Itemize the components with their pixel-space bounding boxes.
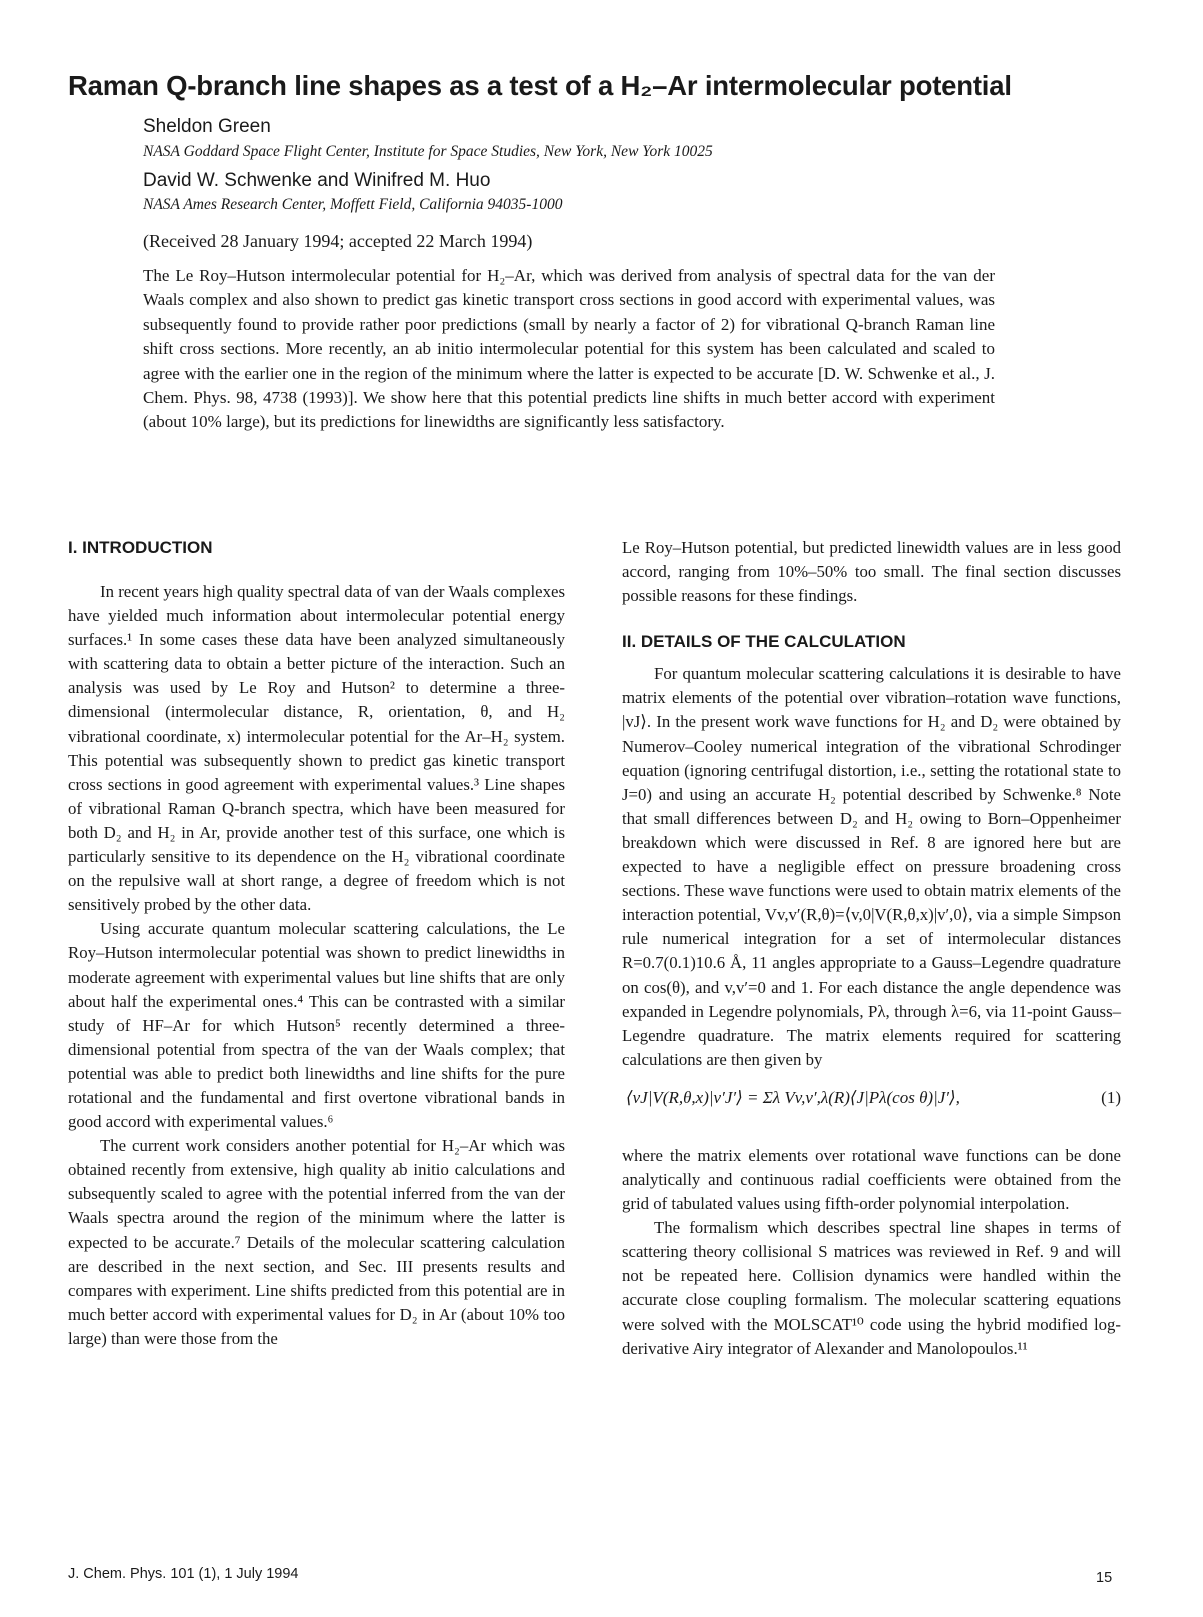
paper-title: Raman Q-branch line shapes as a test of a H₂–Ar intermolecular potential bbox=[68, 70, 1012, 101]
details-paragraph-1: For quantum molecular scattering calculations it is desirable to have matrix elements of the potential over vibration–rotation wave functions, |vJ⟩. In the present work wave functions for H₂ and D₂ were obtained by Numerov–Cooley numerical integration of the vibrational Schrodinger equation (ignoring centrifugal distortion, i.e., setting the rotational state to J=0) and using an accurate H₂ potential described by Schwenke.⁸ Note that small differences between D₂ and H₂ owing to Born–Oppenheimer breakdown which were discussed in Ref. 8 are ignored here but are expected to have a negligible effect on pressure broadening cross sections. These wave functions were used to obtain matrix elements of the interaction potential, Vv,v′(R,θ)=⟨v,0|V(R,θ,x)|v′,0⟩, via a simple Simpson rule numerical integration for a set of intermolecular distances R=0.7(0.1)10.6 Å, 11 angles appropriate to a Gauss–Legendre quadrature on cos(θ), and v,v′=0 and 1. For each distance the angle dependence was expanded in Legendre polynomials, Pλ, through λ=6, via 11-point Gauss–Legendre quadrature. The matrix elements required for scattering calculations are then given by bbox=[622, 664, 1121, 1069]
intro-paragraph-1: In recent years high quality spectral data of van der Waals complexes have yielded much information about intermolecular potential energy surfaces.¹ In some cases these data have been analyzed simultaneously with scattering data to obtain a better picture of the interaction. Such an analysis was used by Le Roy and Hutson² to determine a three-dimensional (intermolecular distance, R, orientation, θ, and H₂ vibrational coordinate, x) intermolecular potential for the Ar–H₂ system. This potential was subsequently shown to predict gas kinetic transport cross sections in good agreement with experimental values.³ Line shapes of vibrational Raman Q-branch spectra, which have been measured for both D₂ and H₂ in Ar, provide another test of this surface, one which is particularly sensitive to its dependence on the H₂ vibrational coordinate on the repulsive wall at short range, a degree of freedom which is not sensitively probed by the other data. bbox=[68, 582, 565, 915]
journal-citation: J. Chem. Phys. 101 (1), 1 July 1994 bbox=[68, 1566, 299, 1582]
affiliation-nasa-ames: NASA Ames Research Center, Moffett Field, California 94035-1000 bbox=[143, 196, 563, 213]
equation-1 bbox=[622, 1086, 1121, 1130]
page-number: 15 bbox=[1096, 1570, 1113, 1586]
abstract: The Le Roy–Hutson intermolecular potential for H₂–Ar, which was derived from analysis of spectral data for the van der Waals complex and also shown to predict gas kinetic transport cross sections in good accord with experimental values, was subsequently found to provide rather poor predictions (small by nearly a factor of 2) for vibrational Q-branch Raman line shift cross sections. More recently, an ab initio intermolecular potential for this system has been calculated and scaled to agree with the earlier one in the region of the minimum where the latter is expected to be accurate [D. W. Schwenke et al., J. Chem. Phys. 98, 4738 (1993)]. We show here that this potential predicts line shifts in much better accord with experiment (about 10% large), but its predictions for linewidths are significantly less satisfactory. bbox=[143, 266, 995, 432]
author-schwenke-huo: David W. Schwenke and Winifred M. Huo bbox=[143, 170, 491, 191]
received-date: (Received 28 January 1994; accepted 22 March 1994) bbox=[143, 231, 533, 251]
intro-paragraph-2: Using accurate quantum molecular scattering calculations, the Le Roy–Hutson intermolecular potential was shown to predict linewidths in moderate agreement with experimental values but line shifts that are only about half the experimental ones.⁴ This can be contrasted with a similar study of HF–Ar for which Hutson⁵ recently determined a three-dimensional potential from spectra of the van der Waals complex; that potential was able to predict both linewidths and line shifts for the pure rotational and the fundamental and first overtone vibrational bands in good accord with experimental values.⁶ bbox=[68, 919, 565, 1132]
intro-paragraph-3: The current work considers another potential for H₂–Ar which was obtained recently from extensive, high quality ab initio calculations and subsequently scaled to agree with the potential inferred from the van der Waals spectra around the region of the minimum where the latter is expected to be accurate.⁷ Details of the molecular scattering calculation are described in the next section, and Sec. III presents results and compares with experiment. Line shifts predicted from this potential are in much better accord with experimental values for D₂ in Ar (about 10% too large) than were those from the bbox=[68, 1136, 565, 1348]
details-paragraph-2: where the matrix elements over rotational wave functions can be done analytically and continuous radial coefficients were obtained from the grid of tabulated values using fifth-order polynomial interpolation. bbox=[622, 1145, 1121, 1214]
right-column bbox=[622, 536, 1121, 1361]
author-green: Sheldon Green bbox=[143, 116, 271, 137]
left-column bbox=[68, 536, 565, 1351]
section-heading-introduction: I. INTRODUCTION bbox=[68, 538, 213, 557]
affiliation-nasa-goddard: NASA Goddard Space Flight Center, Institute for Space Studies, New York, New York 10025 bbox=[143, 143, 713, 160]
intro-paragraph-continued: Le Roy–Hutson potential, but predicted linewidth values are in less good accord, ranging from 10%–50% too small. The final section discusses possible reasons for these findings. bbox=[622, 538, 1121, 606]
equation-number: (1) bbox=[1101, 1087, 1121, 1107]
equation-body: ⟨vJ|V(R,θ,x)|v′J′⟩ = Σλ Vv,v′,λ(R)⟨J|Pλ(cos θ)|J′⟩, bbox=[626, 1087, 960, 1107]
section-heading-details: II. DETAILS OF THE CALCULATION bbox=[622, 632, 906, 652]
details-paragraph-3: The formalism which describes spectral line shapes in terms of scattering theory collisional S matrices was reviewed in Ref. 9 and will not be repeated here. Collision dynamics were handled within the accurate close coupling formalism. The molecular scattering equations were solved with the MOLSCAT¹⁰ code using the hybrid modified log-derivative Airy integrator of Alexander and Manolopoulos.¹¹ bbox=[622, 1218, 1121, 1358]
